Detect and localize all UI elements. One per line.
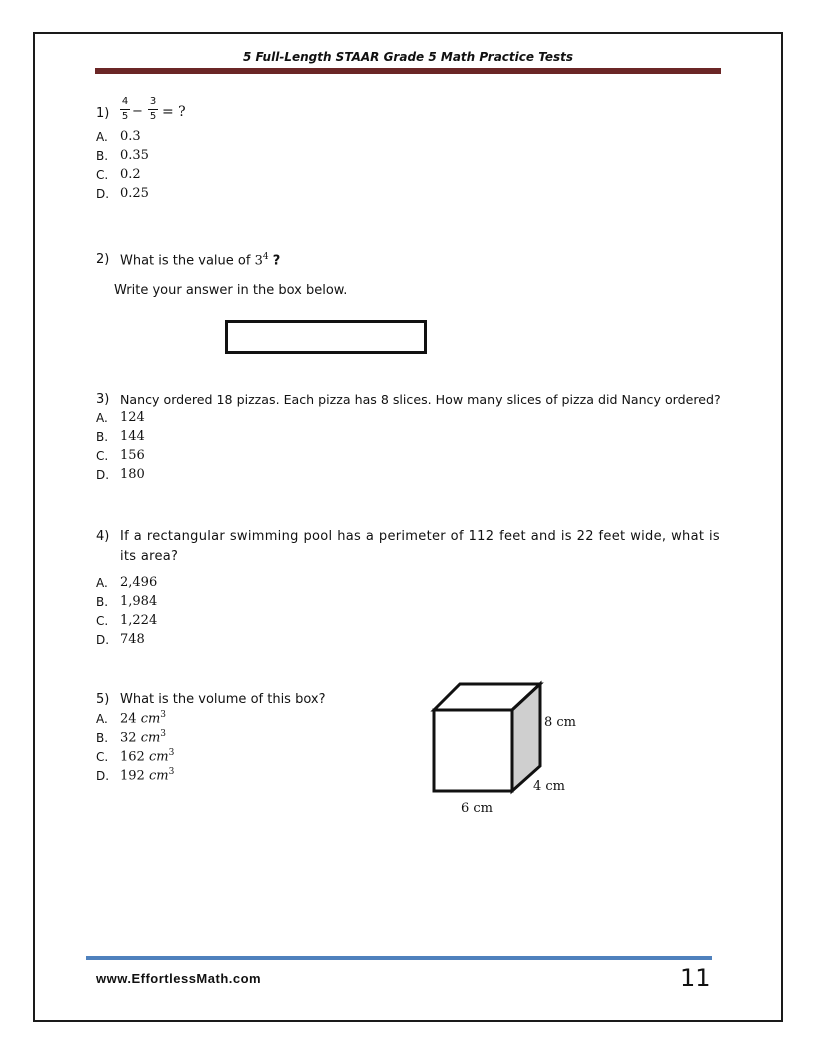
q1-fraction-b	[148, 96, 158, 123]
q4-option-value: 748	[120, 632, 145, 647]
q5-number: 5)	[96, 692, 110, 707]
q5-option-letter: B.	[96, 731, 109, 745]
q2-question	[120, 252, 280, 268]
q4-option-value: 1,984	[120, 594, 158, 609]
q4-option-letter: C.	[96, 614, 109, 628]
q1-frac-a-den: 5	[121, 111, 129, 122]
q1-option-value: 0.3	[120, 129, 141, 144]
q1-option-letter: D.	[96, 187, 110, 201]
unit-exponent: 3	[168, 748, 175, 758]
q3-option-value: 156	[120, 448, 145, 463]
footer-url[interactable]: www.EffortlessMath.com	[96, 971, 262, 986]
q1-option-value: 0.35	[120, 148, 149, 163]
q4-option-value: 1,224	[120, 613, 158, 628]
unit: cm	[140, 711, 161, 727]
q1-option-letter: C.	[96, 168, 109, 182]
q4-number: 4)	[96, 529, 110, 544]
q2-exponent: 4	[262, 252, 269, 262]
unit-exponent: 3	[168, 767, 175, 777]
q1-option-value: 0.25	[120, 186, 149, 201]
q1-fraction-a	[120, 96, 130, 123]
q1-minus: −	[132, 104, 143, 119]
q5-option-value: 32	[120, 730, 137, 746]
q3-option-letter: A.	[96, 411, 108, 425]
q3-question: Nancy ordered 18 pizzas. Each pizza has 8 slices. How many slices of pizza did Nancy ordered?	[120, 392, 721, 407]
box-diagram	[430, 680, 550, 800]
q5-option	[120, 767, 174, 783]
q4-option-letter: D.	[96, 633, 110, 647]
q5-option-letter: C.	[96, 750, 109, 764]
q2-instruction: Write your answer in the box below.	[114, 283, 348, 298]
q3-option-value: 180	[120, 467, 145, 482]
box-depth-label: 4 cm	[533, 779, 566, 794]
fraction-bar	[148, 109, 158, 110]
q3-option-letter: C.	[96, 449, 109, 463]
q1-frac-b-den: 5	[149, 111, 157, 122]
q5-option	[120, 710, 166, 726]
q5-option	[120, 729, 166, 745]
box-height-label: 8 cm	[544, 715, 577, 730]
q5-option	[120, 748, 174, 764]
q2-number: 2)	[96, 252, 110, 267]
q5-question: What is the volume of this box?	[120, 692, 326, 707]
box-width-label: 6 cm	[461, 801, 494, 816]
q1-option-letter: B.	[96, 149, 109, 163]
q4-question: If a rectangular swimming pool has a perimeter of 112 feet and is 22 feet wide, what is its area?	[120, 529, 720, 564]
q3-option-letter: D.	[96, 468, 110, 482]
q4-option-letter: A.	[96, 576, 108, 590]
unit-exponent: 3	[160, 710, 167, 720]
q2-text: What is the value of	[120, 253, 251, 269]
q1-option-letter: A.	[96, 130, 108, 144]
q3-option-letter: B.	[96, 430, 109, 444]
q3-option-value: 124	[120, 410, 145, 425]
q1-frac-a-num: 4	[121, 96, 129, 107]
q5-option-value: 162	[120, 749, 145, 765]
q1-frac-b-num: 3	[149, 96, 157, 107]
header-title: 5 Full-Length STAAR Grade 5 Math Practice Tests	[242, 50, 574, 64]
header-rule	[95, 68, 721, 74]
q3-number: 3)	[96, 392, 110, 407]
unit: cm	[140, 730, 161, 746]
unit: cm	[148, 768, 169, 784]
q4-option-letter: B.	[96, 595, 109, 609]
q1-number: 1)	[96, 106, 110, 121]
q4-option-value: 2,496	[120, 575, 158, 590]
q5-option-letter: A.	[96, 712, 108, 726]
q2-qmark: ?	[272, 253, 281, 269]
footer-rule	[86, 956, 712, 960]
q1-tail: = ?	[162, 104, 186, 120]
q3-option-value: 144	[120, 429, 145, 444]
q1-option-value: 0.2	[120, 167, 141, 182]
box-front-face	[434, 710, 512, 791]
q2-base: 3	[254, 253, 263, 269]
q5-option-value: 192	[120, 768, 145, 784]
unit: cm	[148, 749, 169, 765]
page-number: 11	[680, 964, 711, 992]
q5-option-value: 24	[120, 711, 137, 727]
unit-exponent: 3	[160, 729, 167, 739]
q5-option-letter: D.	[96, 769, 110, 783]
fraction-bar	[120, 109, 130, 110]
answer-box[interactable]	[225, 320, 427, 354]
